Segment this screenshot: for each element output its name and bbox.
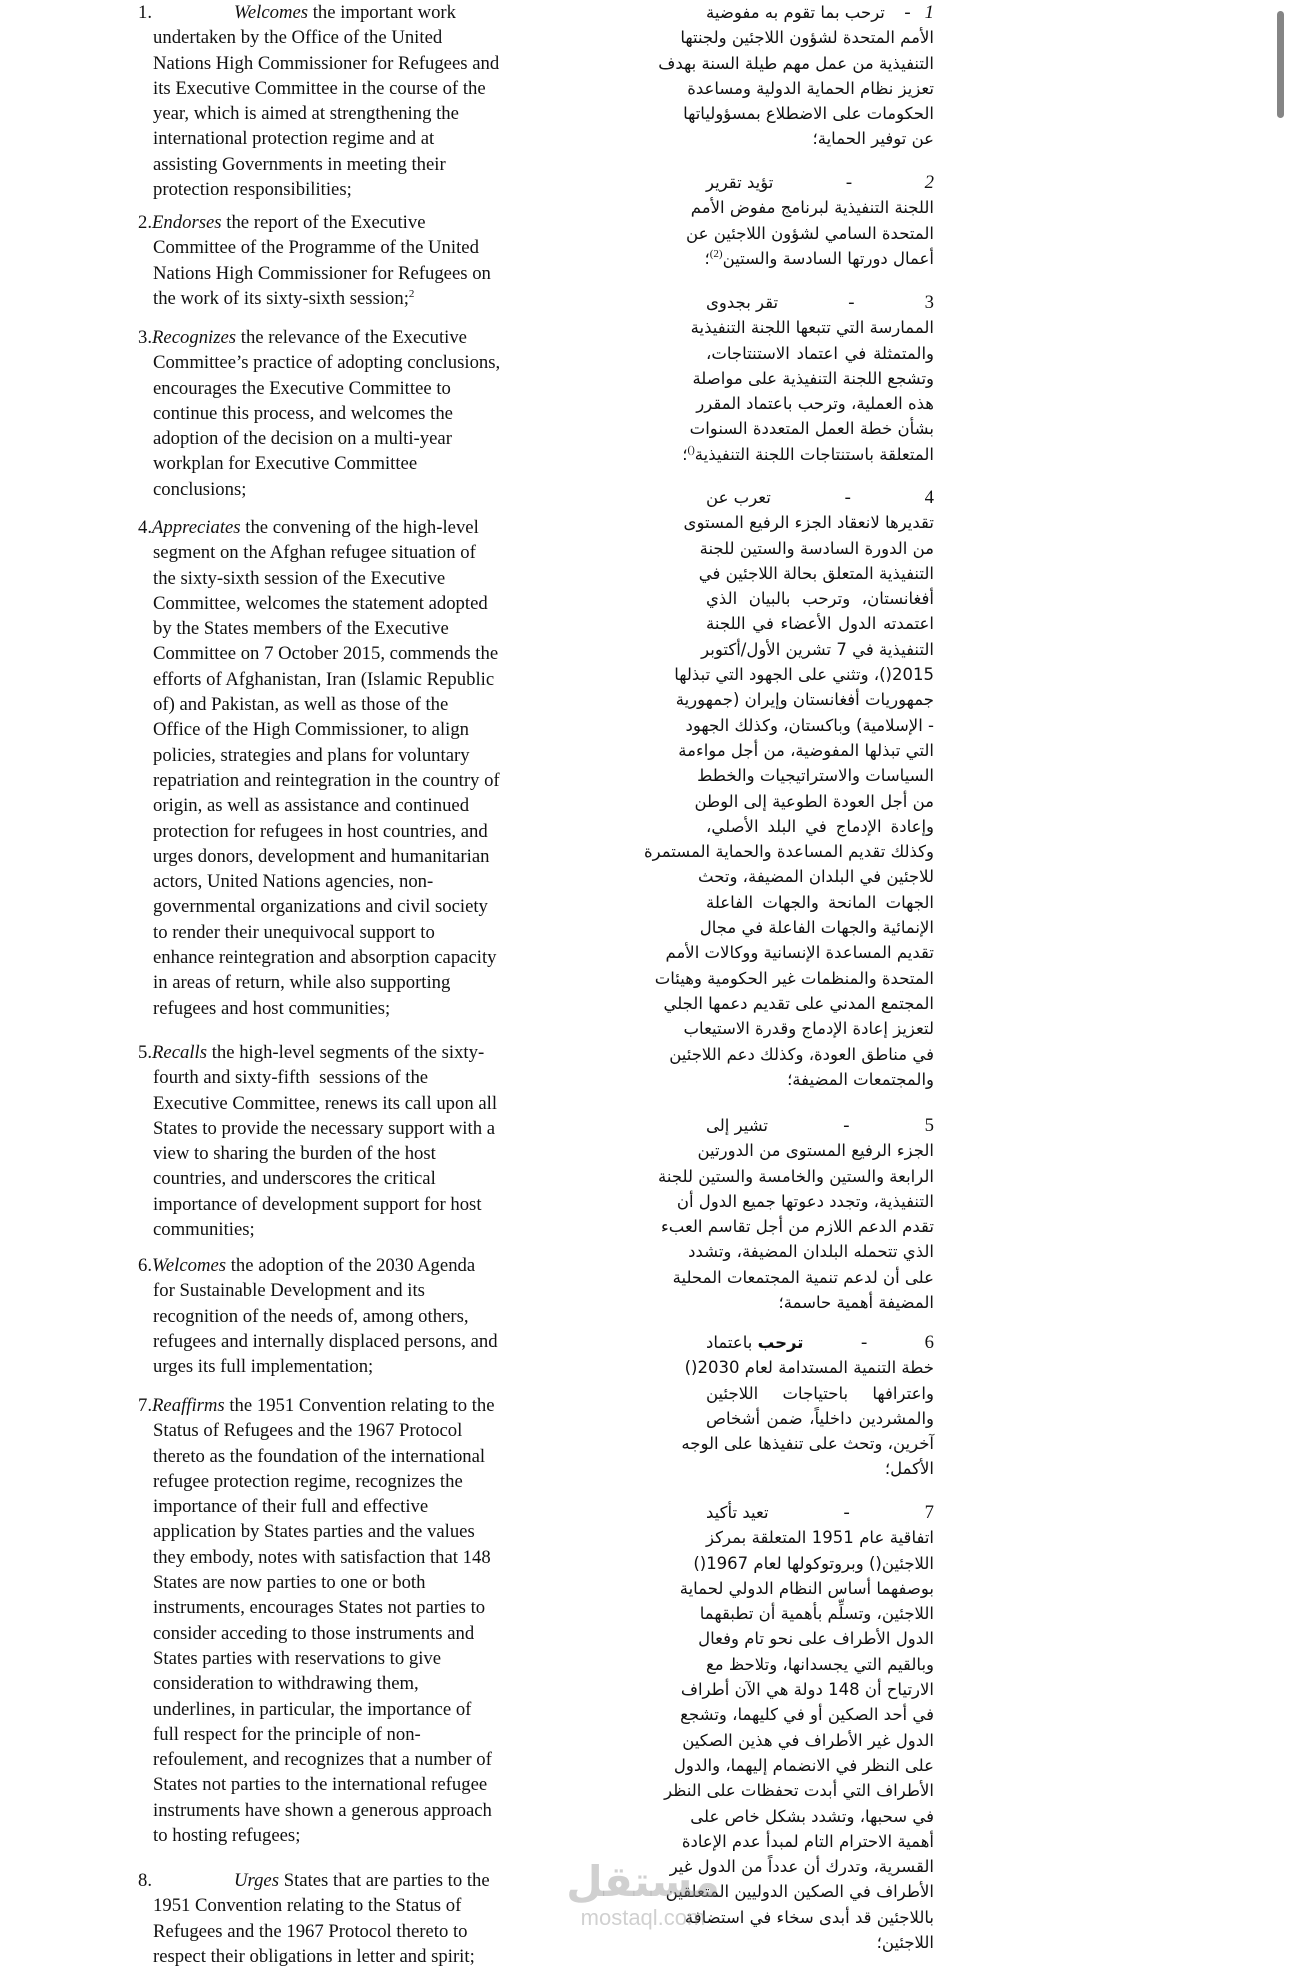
operative-verb: Recognizes bbox=[152, 327, 237, 348]
english-paragraph-3: 3.Recognizes the relevance of the Executive Committee’s practice of adopting conclusions, encourages the Executive Committee to continue this process, and welcomes the adoption of the decision on a multi-year workplan for Executive Committee conclusions; bbox=[138, 327, 501, 500]
paragraph-number: 1 bbox=[924, 2, 934, 23]
operative-verb: تؤيد تقرير bbox=[706, 173, 774, 192]
arabic-paragraph-7: 7 - تعيد تأكيد اتفاقية عام 1951 المتعلقة بمركز اللاجئين() وبروتوكولها لعام 1967() بوصفهما أساس النظام الدولي لحماية اللاجئين، وتسلِّم بأهمية أن تطبقهما الدول الأطراف على نحو تام وفعال وبالقيم التي يجسدانها، وتلاحظ مع الارتياح أن 148 دولة هي الآن أطراف في أحد الصكين أو في كليهما، وتشجع الدول غير الأطراف في هذين الصكين على النظر في الانضمام إليهما، والدول الأطراف التي أبدت تحفظات على النظر في سحبها، وتشدد بشكل خاص على أهمية الاحترام التام لمبدأ عدم الإعادة القسرية، وتدرك أن عدداً من الدول غير الأطراف في الصكين الدوليين المتعلقين باللاجئين قد أبدى سخاء في استضافة اللاجئين؛ bbox=[664, 1502, 934, 1953]
operative-verb: Urges bbox=[234, 1870, 280, 1891]
english-paragraph-6: 6.Welcomes the adoption of the 2030 Agenda for Sustainable Development and its recognition of the needs of, among others, refugees and internally displaced persons, and urges its full implementation; bbox=[138, 1255, 498, 1378]
operative-verb: تشير إلى bbox=[706, 1116, 769, 1135]
operative-verb: Welcomes bbox=[152, 1255, 227, 1276]
footnote-marker[interactable]: () bbox=[687, 443, 695, 456]
paragraph-number: 2. bbox=[138, 212, 153, 233]
operative-verb: Reaffirms bbox=[152, 1395, 225, 1416]
operative-verb: Endorses bbox=[152, 212, 222, 233]
paragraph-number: 7. bbox=[138, 1395, 153, 1416]
paragraph-number: 4 bbox=[924, 487, 934, 508]
paragraph-number: 1. bbox=[138, 2, 153, 23]
paragraph-number: 3 bbox=[924, 292, 934, 313]
english-paragraph-2: 2.Endorses the report of the Executive Committee of the Programme of the United Nations High Commissioner for Refugees on the work of its sixty-sixth session;$^2$ bbox=[138, 212, 491, 309]
paragraph-number: 6. bbox=[138, 1255, 153, 1276]
paragraph-number: 8. bbox=[138, 1870, 153, 1891]
paragraph-number: 6 bbox=[924, 1332, 934, 1353]
arabic-paragraph-3: 3 - تقر بجدوى الممارسة التي تتبعها اللجنة التنفيذية والمتمثلة في اعتماد الاستنتاجات، وتشجع اللجنة التنفيذية على مواصلة هذه العملية، وترحب باعتماد المقرر بشأن خطة العمل المتعددة السنوات المتعلقة باستنتاجات اللجنة التنفيذية()؛ bbox=[682, 292, 934, 464]
arabic-paragraph-6: 6 - ترحب باعتماد خطة التنمية المستدامة لعام 2030() واعترافها باحتياجات اللاجئين والمشردين داخلياً، ضمن أشخاص آخرين، وتحث على تنفيذها على الوجه الأكمل؛ bbox=[681, 1332, 934, 1479]
english-paragraph-1: 1. Welcomes the important work undertaken by the Office of the United Nations High Commissioner for Refugees and its Executive Committee in the course of the year, which is aimed at strengthening the international protection regime and at assisting Governments in meeting their protection responsibilities; bbox=[138, 2, 500, 201]
paragraph-number: 7 bbox=[924, 1502, 934, 1523]
english-paragraph-7: 7.Reaffirms the 1951 Convention relating to the Status of Refugees and the 1967 Protocol thereto as the foundation of the international refugee protection regime, recognizes the importance of their full and effective application by States parties and the values they embody, notes with satisfaction that 148 States are now parties to one or both instruments, encourages States not parties to consider acceding to those instruments and States parties with reservations to give consideration to withdrawing them, underlines, in particular, the importance of full respect for the principle of non- refoulement, and recognizes that a number of States not parties to the international refugee instruments have shown a generous approach to hosting refugees; bbox=[138, 1395, 495, 1847]
operative-verb: تعيد تأكيد bbox=[706, 1503, 769, 1522]
paragraph-number: 5 bbox=[924, 1115, 934, 1136]
operative-verb: Recalls bbox=[152, 1042, 208, 1063]
arabic-paragraph-1: 1 - ترحب بما تقوم به مفوضية الأمم المتحدة لشؤون اللاجئين ولجنتها التنفيذية من عمل مهم طيلة السنة بهدف تعزيز نظام الحماية الدولية ومساعدة الحكومات على الاضطلاع بمسؤولياتها عن توفير الحماية؛ bbox=[658, 2, 934, 149]
operative-verb: ترحب bbox=[757, 1333, 804, 1352]
operative-verb: Appreciates bbox=[152, 517, 241, 538]
operative-verb: تقر بجدوى bbox=[706, 293, 779, 312]
paragraph-number: 3. bbox=[138, 327, 153, 348]
footnote-marker[interactable]: 2 bbox=[408, 287, 415, 300]
arabic-paragraph-2: 2 - تؤيد تقرير اللجنة التنفيذية لبرنامج مفوض الأمم المتحدة السامي لشؤون اللاجئين عن أعمال دورتها السادسة والستين$^{(2)}$؛ bbox=[686, 172, 934, 268]
operative-verb: Welcomes bbox=[234, 2, 309, 23]
arabic-paragraph-4: 4 - تعرب عن تقديرها لانعقاد الجزء الرفيع المستوى من الدورة السادسة والستين للجنة التنفيذية المتعلق بحالة اللاجئين في أفغانستان، وترحب بالبيان الذي اعتمدته الدول الأعضاء في اللجنة التنفيذية في 7 تشرين الأول/أكتوبر 2015()، وتثني على الجهود التي تبذلها جمهوريات أفغانستان وإيران (جمهورية - الإسلامية) وباكستان، وكذلك الجهود التي تبذلها المفوضية، من أجل مواءمة السياسات والاستراتيجيات والخطط من أجل العودة الطوعية إلى الوطن وإعادة الإدماج في البلد الأصلي، وكذلك تقديم المساعدة والحماية المستمرة للاجئين في البلدان المضيفة، وتحث الجهات المانحة والجهات الفاعلة الإنمائية والجهات الفاعلة في مجال تقديم المساعدة الإنسانية ووكالات الأمم المتحدة والمنظمات غير الحكومية وهيئات المجتمع المدني على تقديم دعمها الجلي لتعزيز إعادة الإدماج وقدرة الاستيعاب في مناطق العودة، وكذلك دعم اللاجئين والمجتمعات المضيفة؛ bbox=[644, 487, 934, 1089]
vertical-scrollbar[interactable] bbox=[1272, 0, 1290, 1975]
operative-verb: تعرب عن bbox=[706, 488, 771, 507]
watermark-latin: mostaql.com bbox=[580, 1905, 706, 1930]
footnote-marker[interactable]: (2) bbox=[709, 247, 723, 260]
watermark-arabic: مستقل bbox=[566, 1857, 720, 1906]
paragraph-number: 5. bbox=[138, 1042, 153, 1063]
scrollbar-thumb[interactable] bbox=[1277, 11, 1284, 118]
paragraph-number: 4. bbox=[138, 517, 153, 538]
english-paragraph-5: 5.Recalls the high-level segments of the sixty- fourth and sixty-fifth sessions of the Executive Committee, renews its call upon all States to provide the necessary support with a view to sharing the burden of the host countries, and underscores the critical importance of development support for host communities; bbox=[138, 1042, 498, 1241]
english-paragraph-8: 8. Urges States that are parties to the 1951 Convention relating to the Status of Refugees and the 1967 Protocol thereto to respect their obligations in letter and spirit; bbox=[138, 1870, 490, 1967]
english-paragraph-4: 4.Appreciates the convening of the high-level segment on the Afghan refugee situation of the sixty-sixth session of the Executive Committee, welcomes the statement adopted by the States members of the Executive Committee on 7 October 2015, commends the efforts of Afghanistan, Iran (Islamic Republic of) and Pakistan, as well as those of the Office of the High Commissioner, to align policies, strategies and plans for voluntary repatriation and reintegration in the country of origin, as well as assistance and continued protection for refugees in host countries, and urges donors, development and humanitarian actors, United Nations agencies, non- governmental organizations and civil society to render their unequivocal support to enhance reintegration and absorption capacity in areas of return, while also supporting refugees and host communities; bbox=[138, 517, 500, 1019]
arabic-paragraph-5: 5 - تشير إلى الجزء الرفيع المستوى من الدورتين الرابعة والستين والخامسة والستين للجنة التنفيذية، وتجدد دعوتها جميع الدول أن تقدم الدعم اللازم من أجل تقاسم العبء الذي تتحمله البلدان المضيفة، وتشدد على أن لدعم تنمية المجتمعات المحلية المضيفة أهمية حاسمة؛ bbox=[658, 1115, 934, 1313]
operative-verb: ترحب بما تقوم به مفوضية bbox=[706, 3, 885, 22]
paragraph-number: 2 bbox=[924, 172, 934, 193]
